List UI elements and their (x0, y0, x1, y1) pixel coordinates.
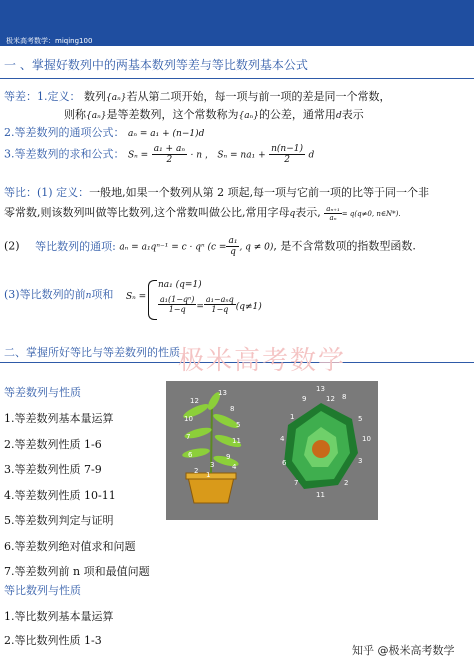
arith-def-text1b: 若从第二项开始，每一项与前一项的差是同一个常数， (126, 90, 391, 103)
geo-def-text2b: 表示, (295, 206, 321, 219)
header-bar (0, 0, 474, 46)
figure-number-label: 6 (282, 459, 287, 467)
phyllotaxis-figure (166, 381, 378, 520)
arith-sum-mid1: · n ， (190, 150, 214, 161)
geo-sum-frac2 (204, 295, 236, 314)
arith-sum-num1: a₁ + aₙ (153, 144, 185, 154)
figure-number-label: 5 (236, 421, 241, 429)
geo-prop-item: 2.等比数列性质 1-3 (4, 634, 102, 647)
geo-def-text1: 一般地,如果一个数列从第 2 项起,每一项与它前一项的比等于同一个非 (89, 186, 430, 199)
figure-number-label: 4 (232, 463, 237, 471)
figure-number-label: 13 (218, 389, 227, 397)
arith-general-formula (4, 124, 204, 140)
arith-sum-lhs2: Sₙ = na₁ + (217, 150, 266, 161)
arith-def-text1a: 数列 (84, 90, 106, 103)
figure-number-label: 12 (326, 395, 335, 403)
arith-prop-item: 3.等差数列性质 7-9 (4, 463, 102, 476)
arith-def-seq: {aₙ} (106, 93, 127, 103)
arith-def-seq3: {aₙ} (238, 111, 259, 121)
figure-svg (166, 381, 378, 520)
geo-general-frac (226, 236, 239, 257)
arith-prop-item: 7.等差数列前 n 项和最值问题 (4, 565, 150, 578)
geo-general-tail: , q ≠ 0) (239, 242, 274, 253)
figure-number-label: 1 (290, 413, 295, 421)
arith-definition-line1 (4, 88, 390, 104)
geo-sum-n: n (85, 291, 92, 301)
geo-def-label: (1) 定义： (37, 186, 90, 199)
arith-prop-item: 5.等差数列判定与证明 (4, 514, 114, 527)
flower-rosette (284, 403, 358, 489)
geo-sum-frac1 (158, 295, 196, 314)
arith-prop-item: 1.等差数列基本量运算 (4, 412, 114, 425)
geo-sum-cond: (q≠1) (235, 302, 262, 312)
geo-prefix: 等比： (4, 186, 37, 199)
figure-number-label: 2 (194, 467, 199, 475)
rosette-center (312, 440, 330, 458)
header-text: 极米高考数学：miqing100 (6, 37, 93, 45)
geo-general-cnum: a₁ (228, 236, 238, 246)
figure-number-label: 6 (188, 451, 193, 459)
watermark-text: 极米高考数学 (178, 346, 347, 376)
arith-sum-tail2: d (308, 150, 315, 161)
section2-title: 二、掌握所好等比与等差数列的性质 (4, 346, 180, 359)
figure-number-label: 11 (316, 491, 325, 499)
arith-sum-num2: n(n−1) (271, 144, 303, 154)
arith-def-d: d (335, 111, 342, 121)
figure-number-label: 3 (210, 461, 215, 469)
arith-sum-lhs: Sₙ = (128, 150, 149, 161)
arith-general-expr: aₙ = a₁ + (n−1)d (128, 129, 205, 139)
arith-sum-den1: 2 (166, 155, 173, 165)
figure-number-label: 4 (280, 435, 285, 443)
arith-def-text2a: 则称 (64, 108, 86, 121)
figure-number-label: 10 (184, 415, 193, 423)
figure-number-label: 11 (232, 437, 241, 445)
geo-props-heading: 等比数列与性质 (4, 584, 81, 597)
geo-general-cden: q (230, 247, 236, 257)
section1-rule (0, 78, 474, 79)
figure-number-label: 7 (186, 433, 191, 441)
geo-def-text2: 零常数,则该数列叫做等比数列,这个常数叫做公比,常用字母 (4, 206, 290, 219)
geo-definition-line2 (4, 204, 401, 222)
arith-def-text2c: 的公差，通常用 (258, 108, 336, 121)
section1-title: 一 、掌握好数列中的两基本数列等差与等比数列基本公式 (4, 58, 308, 72)
figure-number-label: 9 (302, 395, 307, 403)
geo-sum-brace (148, 280, 157, 320)
arith-sum-formula (4, 144, 314, 165)
geo-ratio-den: aₙ (329, 213, 337, 222)
figure-number-label: 1 (206, 471, 211, 479)
geo-sum-num1: a₁(1−qⁿ) (160, 295, 195, 304)
arith-general-label: 2.等差数列的通项公式： (4, 126, 125, 139)
arith-prop-item: 2.等差数列性质 1-6 (4, 437, 102, 451)
geo-sum-den2: 1−q (211, 305, 229, 314)
geo-general-text: 等比数列的通项: (35, 239, 116, 253)
geo-definition-line1 (4, 184, 429, 200)
geo-def-q: q (289, 209, 296, 219)
arith-def-label: 1.定义： (37, 90, 81, 103)
figure-number-label: 8 (230, 405, 235, 413)
geo-ratio-tail: = q(q≠0, n∈N*). (341, 210, 401, 218)
arith-props-heading: 等差数列与性质 (4, 386, 81, 399)
figure-number-label: 10 (362, 435, 371, 443)
arith-def-text2b: 是等差数列，这个常数称为 (106, 108, 239, 121)
geo-sum-case2 (158, 294, 262, 314)
geo-general-expr: aₙ = a₁qⁿ⁻¹ = c · qⁿ (c = (119, 242, 227, 253)
geo-sum-num2: a₁−aₙq (205, 295, 234, 304)
plant-leaf (182, 447, 211, 460)
figure-number-label: 8 (342, 393, 347, 401)
geo-general-note: , 是不含常数项的指数型函数. (273, 239, 416, 253)
arith-definition-line2 (64, 106, 364, 122)
arith-sum-label: 3.等差数列的求和公式： (4, 147, 125, 161)
arith-def-seq2: {aₙ} (86, 111, 107, 121)
geo-sum-lhs: Sₙ = (126, 292, 147, 302)
figure-number-label: 13 (316, 385, 325, 393)
geo-sum-case1: na₁ (q=1) (158, 280, 202, 290)
figure-number-label: 5 (358, 415, 363, 423)
geo-prop-item: 1.等比数列基本量运算 (4, 610, 114, 623)
figure-number-label: 2 (344, 479, 349, 487)
figure-number-label: 7 (294, 479, 299, 487)
geo-sum-label-line (4, 286, 113, 302)
arith-sum-den2: 2 (284, 155, 290, 165)
geo-sum-label: (3)等比数列的前 (4, 288, 86, 301)
geo-sum-eq: = (196, 302, 204, 312)
geo-general-formula (4, 236, 416, 257)
arith-prop-item: 6.等差数列绝对值求和问题 (4, 539, 136, 553)
geo-ratio-num: aₙ₊₁ (326, 204, 340, 213)
plant-pot (188, 477, 234, 503)
arith-sum-frac1 (152, 144, 187, 165)
geo-sum-den1: 1−q (168, 305, 186, 314)
figure-number-label: 9 (226, 453, 231, 461)
figure-number-label: 12 (190, 397, 199, 405)
geo-sum-label2: 项和 (91, 288, 114, 301)
arith-prefix: 等差： (4, 90, 37, 103)
arith-prop-item: 4.等差数列性质 10-11 (4, 488, 116, 502)
footer-attribution: 知乎 @极米高考数学 (352, 644, 455, 657)
geo-general-label: (2) (4, 239, 20, 253)
arith-def-text2d: 表示 (341, 108, 364, 121)
geo-ratio-frac (324, 205, 342, 222)
arith-sum-frac2 (269, 144, 305, 165)
figure-number-label: 3 (358, 457, 363, 465)
